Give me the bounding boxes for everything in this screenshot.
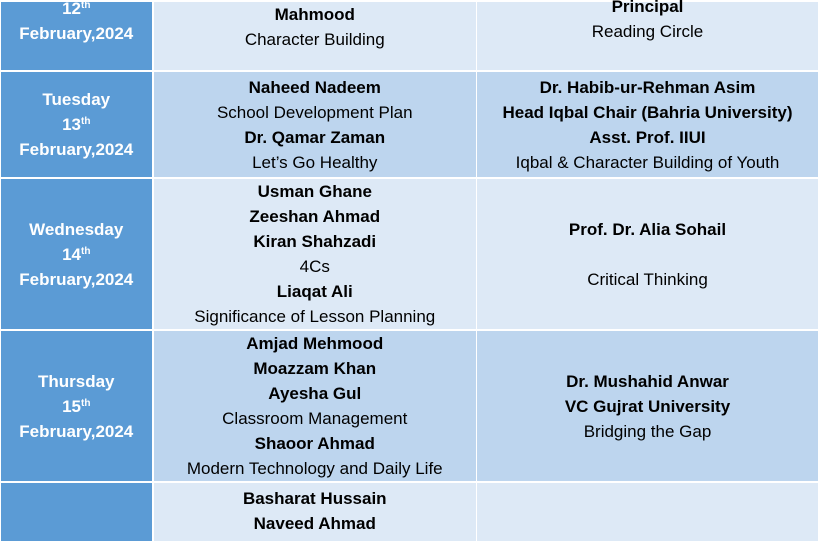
speaker-name: Dr. Qamar Zaman — [154, 125, 477, 150]
session-cell-right — [477, 1, 818, 71]
speaker-name: Shaoor Ahmad — [154, 431, 477, 456]
session-topic: Critical Thinking — [477, 267, 818, 292]
day-date: 13th — [1, 112, 152, 137]
session-topic: Iqbal & Character Building of Youth — [477, 150, 818, 175]
speaker-title: Head Iqbal Chair (Bahria University) — [477, 100, 818, 125]
session-topic: Reading Circle — [477, 19, 818, 44]
speaker-name: Prof. Dr. Alia Sohail — [477, 217, 818, 242]
schedule-row — [1, 482, 818, 542]
schedule-row — [1, 178, 818, 330]
schedule-row — [1, 71, 818, 178]
session-lines — [154, 2, 477, 52]
session-cell-right — [477, 71, 818, 178]
speaker-name: Liaqat Ali — [154, 279, 477, 304]
speaker-name: Naheed Nadeem — [154, 75, 477, 100]
session-topic: Character Building — [154, 27, 477, 52]
speaker-name: Dr. Mushahid Anwar — [477, 369, 818, 394]
day-cell — [1, 71, 153, 178]
speaker-name: Naveed Ahmad — [154, 511, 477, 536]
speaker-title: Principal — [477, 0, 818, 19]
session-topic: Bridging the Gap — [477, 419, 818, 444]
session-topic: School Development Plan — [154, 100, 477, 125]
speaker-name: Mahmood — [154, 2, 477, 27]
speaker-name: Ayesha Gul — [154, 381, 477, 406]
session-topic: Let’s Go Healthy — [154, 150, 477, 175]
day-date: 14th — [1, 242, 152, 267]
session-topic: 4Cs — [154, 254, 477, 279]
speaker-title: Asst. Prof. IIUI — [477, 125, 818, 150]
speaker-name: Moazzam Khan — [154, 356, 477, 381]
session-cell-left — [153, 482, 477, 542]
session-lines — [477, 0, 818, 44]
day-date: 15th — [1, 394, 152, 419]
speaker-name: Kiran Shahzadi — [154, 229, 477, 254]
day-month-year: February,2024 — [1, 267, 152, 292]
session-topic: Significance of Lesson Planning — [154, 304, 477, 329]
day-name: Wednesday — [1, 217, 152, 242]
speaker-name: Amjad Mehmood — [154, 331, 477, 356]
session-topic: Modern Technology and Daily Life — [154, 456, 477, 481]
schedule-row — [1, 330, 818, 482]
day-date: 12th — [1, 0, 152, 21]
day-cell — [1, 482, 153, 542]
speaker-name: Usman Ghane — [154, 179, 477, 204]
session-cell-right — [477, 178, 818, 330]
speaker-title: VC Gujrat University — [477, 394, 818, 419]
speaker-name: Zeeshan Ahmad — [154, 204, 477, 229]
day-cell — [1, 178, 153, 330]
day-month-year: February,2024 — [1, 419, 152, 444]
day-cell — [1, 1, 153, 71]
session-cell-left — [153, 71, 477, 178]
day-cell — [1, 330, 153, 482]
spacer-line — [477, 242, 818, 267]
session-cell-right — [477, 482, 818, 542]
session-cell-left — [153, 330, 477, 482]
schedule-row — [1, 1, 818, 71]
day-name: Thursday — [1, 369, 152, 394]
day-month-year: February,2024 — [1, 137, 152, 162]
session-cell-left — [153, 178, 477, 330]
session-cell-left — [153, 1, 477, 71]
speaker-name: Basharat Hussain — [154, 486, 477, 511]
day-month-year: February,2024 — [1, 21, 152, 46]
session-topic: Classroom Management — [154, 406, 477, 431]
day-name: Tuesday — [1, 87, 152, 112]
session-cell-right — [477, 330, 818, 482]
speaker-name: Dr. Habib-ur-Rehman Asim — [477, 75, 818, 100]
